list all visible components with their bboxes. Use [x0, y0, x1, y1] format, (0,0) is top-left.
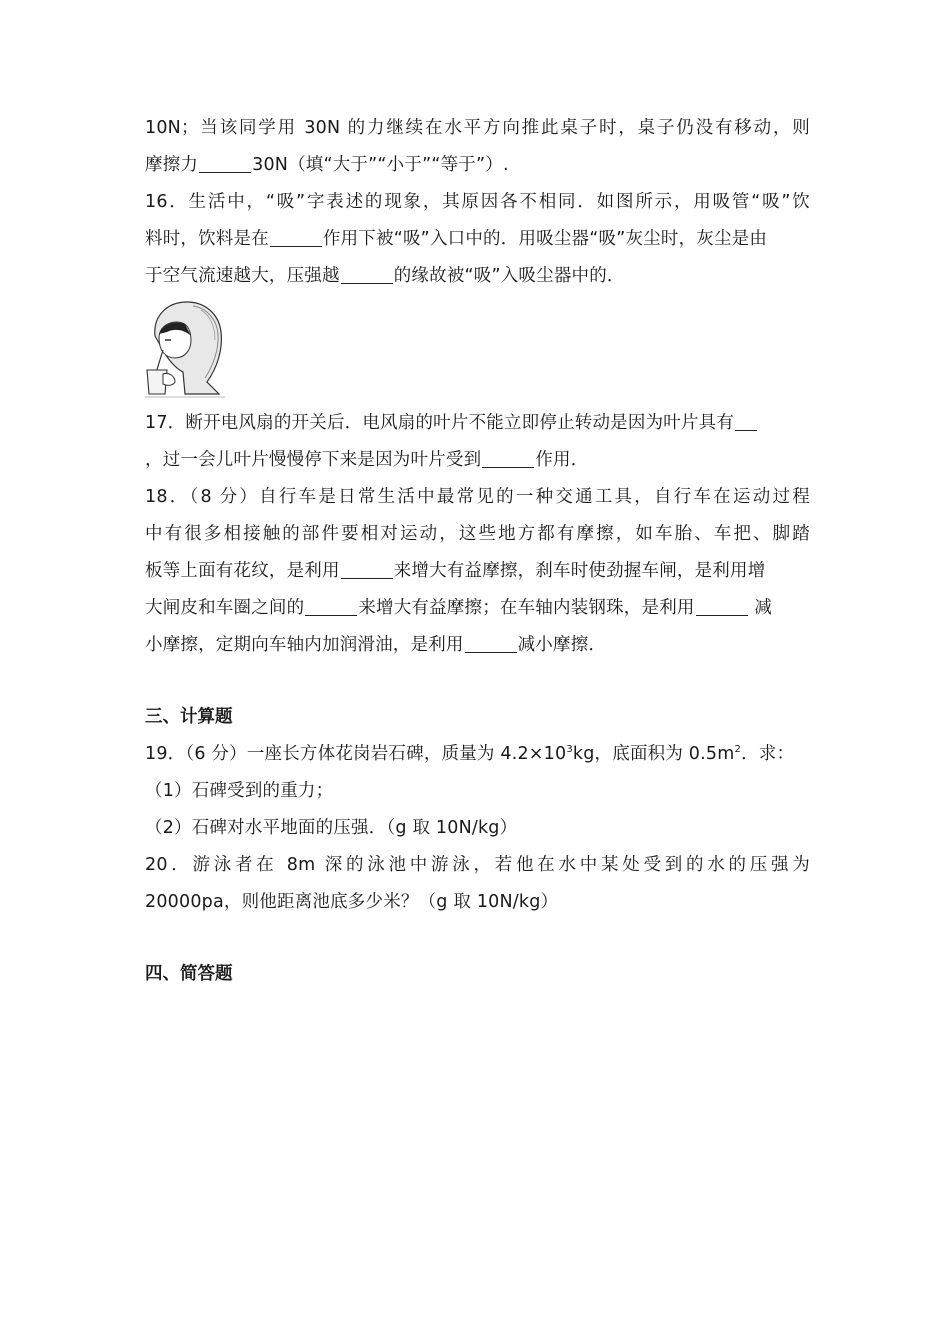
q17-text-c: 作用．	[535, 450, 589, 470]
q17-text-b: ，过一会儿叶片慢慢停下来是因为叶片受到	[145, 450, 482, 470]
q18-line4	[145, 595, 810, 621]
answer-blank	[270, 228, 322, 247]
q18-text-c: 大闸皮和车圈之间的	[145, 598, 305, 618]
q19-sub2: （2）石碑对水平地面的压强．（g 取 10N/kg）	[145, 818, 518, 838]
q15-text-b: 30N（填“大于”“小于”“等于”）.	[252, 155, 509, 175]
section-heading-short-answer: 四、简答题	[145, 964, 233, 984]
q18-text-f: 小摩擦，定期向车轴内加润滑油，是利用	[145, 635, 464, 655]
q20-line1: 20．游泳者在 8m 深的泳池中游泳，若他在水中某处受到的水的压强为	[145, 855, 810, 875]
q18-line2: 中有很多相接触的部件要相对运动，这些地方都有摩擦，如车胎、车把、脚踏	[145, 524, 810, 544]
q17-text-a: 17．断开电风扇的开关后．电风扇的叶片不能立即停止转动是因为叶片具有	[145, 413, 735, 433]
q16-text-d: 的缘故被“吸”入吸尘器中的．	[393, 266, 625, 286]
q18-line3	[145, 558, 810, 584]
answer-blank	[696, 597, 748, 616]
girl-drinking-figure	[145, 298, 225, 398]
q18-line5	[145, 632, 810, 658]
q16-line2	[145, 226, 810, 252]
q18-text-g: 减小摩擦．	[517, 635, 607, 655]
q15-text-a: 摩擦力	[145, 155, 199, 175]
answer-blank	[199, 154, 251, 173]
q18-text-e: 减	[754, 598, 773, 618]
answer-blank	[465, 634, 517, 653]
q18-text-b: 来增大有益摩擦，刹车时使劲握车闸，是利用增	[393, 561, 766, 581]
q17-line2	[145, 447, 810, 473]
answer-blank	[735, 412, 757, 431]
q18-text-a: 板等上面有花纹，是利用	[145, 561, 340, 581]
q16-line1: 16．生活中，“吸”字表述的现象，其原因各不相同．如图所示，用吸管“吸”饮	[145, 192, 810, 212]
q19-line1	[145, 741, 810, 767]
q15-line2	[145, 152, 810, 178]
answer-blank	[341, 265, 393, 284]
q16-text-c: 于空气流速越大，压强越	[145, 266, 340, 286]
section-heading-calculation: 三、计算题	[145, 707, 233, 727]
answer-blank	[305, 597, 357, 616]
q17-line1	[145, 410, 810, 436]
q19-text-c: ．求：	[741, 744, 795, 764]
q19-text-b: kg，底面积为 0.5m	[572, 744, 735, 764]
answer-blank	[341, 560, 393, 579]
answer-blank	[482, 449, 534, 468]
q18-text-d: 来增大有益摩擦；在车轴内装钢珠，是利用	[358, 598, 695, 618]
girl-drinking-icon	[145, 298, 225, 398]
q19-text-a: 19．（6 分）一座长方体花岗岩石碑，质量为 4.2×10	[145, 744, 567, 764]
q18-line1: 18．（8 分）自行车是日常生活中最常见的一种交通工具，自行车在运动过程	[145, 487, 810, 507]
q15-line1: 10N；当该同学用 30N 的力继续在水平方向推此桌子时，桌子仍没有移动，则	[145, 118, 810, 138]
q20-line2: 20000pa，则他距离池底多少米？（g 取 10N/kg）	[145, 892, 559, 912]
q19-exponent-2: 2	[734, 744, 742, 756]
q19-sub1: （1）石碑受到的重力；	[145, 781, 334, 801]
q19-exponent: 3	[566, 744, 573, 756]
q16-line3	[145, 263, 810, 289]
q16-text-a: 料时，饮料是在	[145, 229, 269, 249]
q16-text-b: 作用下被“吸”入口中的．用吸尘器“吸”灰尘时，灰尘是由	[322, 229, 768, 249]
